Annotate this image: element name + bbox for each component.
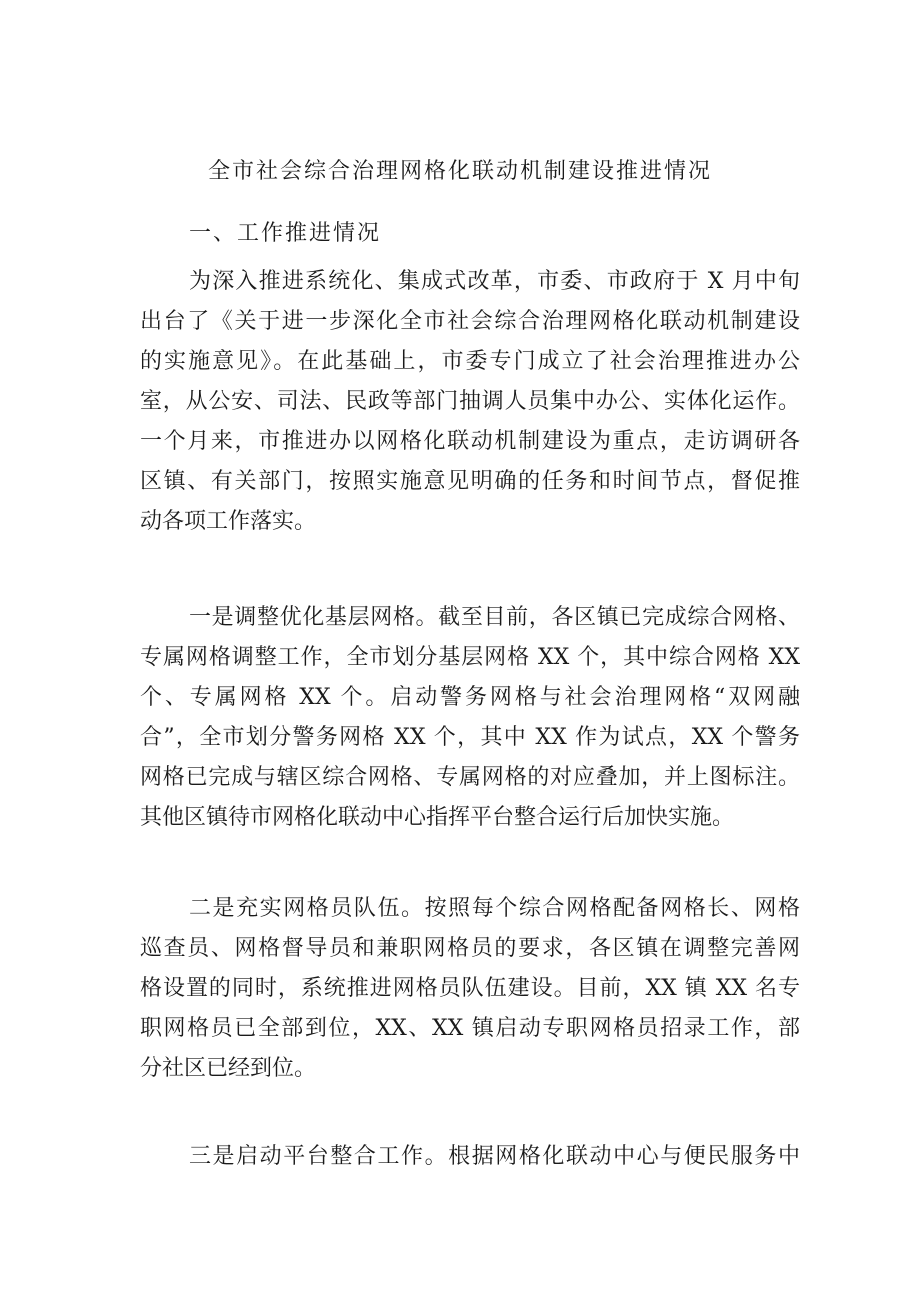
paragraph-line: 职网格员已全部到位，XX、XX 镇启动专职网格员招录工作，部 [140,1016,800,1041]
paragraph-line: 网格已完成与辖区综合网格、专属网格的对应叠加，并上图标注。 [140,765,800,790]
paragraph-intro [140,262,800,542]
paragraph-platform-integration [140,1137,800,1177]
paragraph-grid-adjustment [140,598,800,838]
paragraph-line: 二是充实网格员队伍。按照每个综合网格配备网格长、网格 [189,896,800,921]
document-title: 全市社会综合治理网格化联动机制建设推进情况 [207,159,712,184]
paragraph-line: 分社区已经到位。 [140,1056,317,1081]
paragraph-line: 一是调整优化基层网格。截至目前，各区镇已完成综合网格、 [189,605,800,630]
paragraph-line: 室，从公安、司法、民政等部门抽调人员集中办公、实体化运作。 [140,389,800,414]
paragraph-line: 三是启动平台整合工作。根据网格化联动中心与便民服务中 [189,1144,800,1169]
paragraph-line: 的实施意见》。在此基础上，市委专门成立了社会治理推进办公 [140,349,800,374]
paragraph-line: 其他区镇待市网格化联动中心指挥平台整合运行后加快实施。 [140,805,735,830]
paragraph-line: 个、专属网格 XX 个。启动警务网格与社会治理网格“双网融 [140,685,800,710]
paragraph-grid-staff [140,889,800,1089]
paragraph-line: 格设置的同时，系统推进网格员队伍建设。目前，XX 镇 XX 名专 [140,976,800,1001]
paragraph-line: 巡查员、网格督导员和兼职网格员的要求，各区镇在调整完善网 [140,936,800,961]
paragraph-line: 为深入推进系统化、集成式改革，市委、市政府于 X 月中旬 [189,269,800,294]
paragraph-line: 专属网格调整工作，全市划分基层网格 XX 个，其中综合网格 XX [140,645,800,670]
paragraph-line: 动各项工作落实。 [140,509,317,534]
paragraph-line: 出台了《关于进一步深化全市社会综合治理网格化联动机制建设 [140,309,800,334]
paragraph-line: 区镇、有关部门，按照实施意见明确的任务和时间节点，督促推 [140,469,800,494]
section-heading: 一、工作推进情况 [189,221,382,246]
paragraph-line: 合”，全市划分警务网格 XX 个，其中 XX 作为试点，XX 个警务 [140,725,800,750]
paragraph-line: 一个月来，市推进办以网格化联动机制建设为重点，走访调研各 [140,429,800,454]
